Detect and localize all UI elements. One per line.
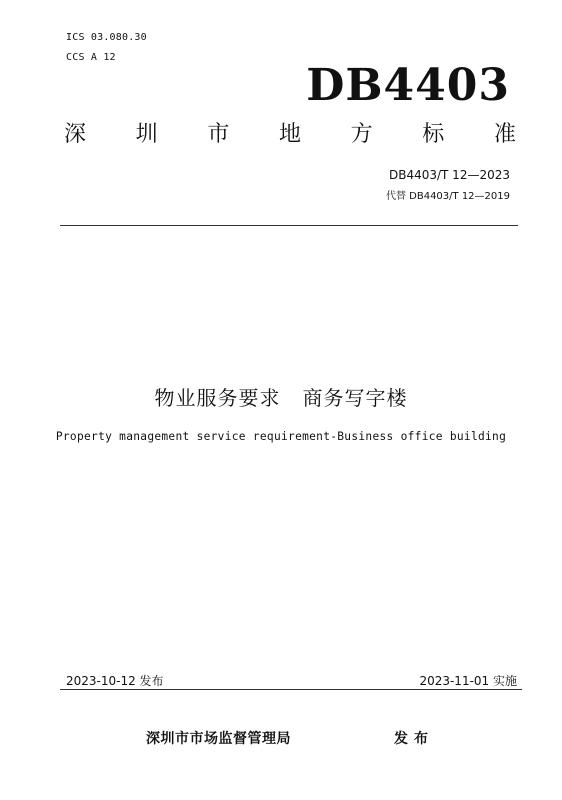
standard-type-char: 标 xyxy=(422,122,445,147)
standard-type-char: 圳 xyxy=(135,122,158,147)
issue-label: 发布 xyxy=(394,731,434,747)
db-mark: DB4403 xyxy=(306,60,510,111)
standard-type xyxy=(64,124,516,146)
standard-type-char: 方 xyxy=(350,122,373,147)
chinese-title-part2: 商务写字楼 xyxy=(302,386,408,410)
replaces-standard: 代替 DB4403/T 12—2019 xyxy=(385,191,510,202)
bottom-divider xyxy=(60,689,522,690)
standard-type-char: 准 xyxy=(493,122,516,147)
top-divider xyxy=(60,225,518,226)
standard-number: DB4403/T 12—2023 xyxy=(388,168,510,182)
issuing-authority: 深圳市市场监督管理局 xyxy=(146,731,291,747)
ics-code: ICS 03.080.30 xyxy=(66,32,147,43)
implement-date: 2023-11-01 实施 xyxy=(419,674,517,688)
publish-date: 2023-10-12 发布 xyxy=(66,674,164,688)
standard-type-char: 地 xyxy=(278,122,301,147)
standard-type-char: 市 xyxy=(207,122,230,147)
ccs-code: CCS A 12 xyxy=(66,52,116,63)
english-title: Property management service requirement-Business office building xyxy=(55,430,507,443)
standard-type-char: 深 xyxy=(64,122,87,147)
chinese-title-part1: 物业服务要求 xyxy=(154,386,281,410)
chinese-title xyxy=(0,382,562,411)
